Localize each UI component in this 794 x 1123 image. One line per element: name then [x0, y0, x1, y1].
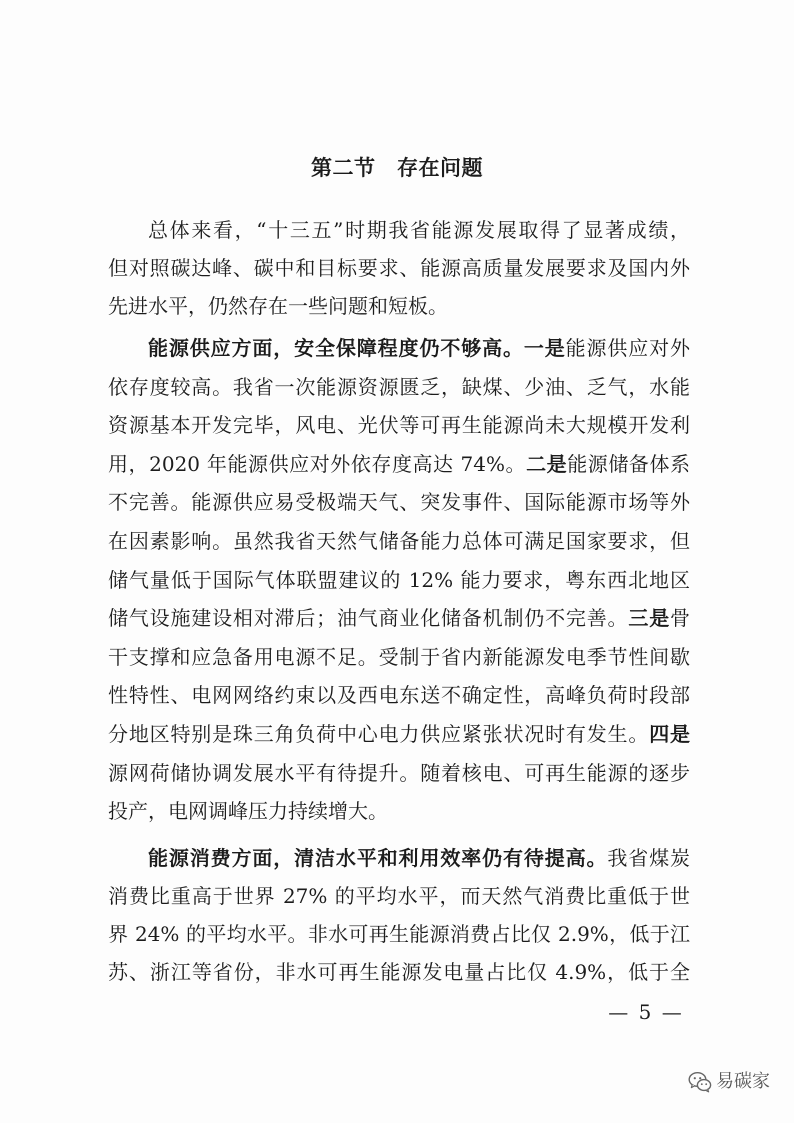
text-line [108, 792, 690, 831]
text-line [108, 406, 690, 445]
watermark [688, 1069, 770, 1095]
text-line [108, 676, 690, 715]
text-run: 分地区特别是珠三角负荷中心电力供应紧张状况时有发生。 [108, 721, 650, 746]
text-run: 总体来看，“十三五”时期我省能源发展取得了显著成绩， [148, 218, 690, 242]
bold-run: 能源供应方面，安全保障程度仍不够高。一是 [148, 336, 566, 360]
paragraph-overview [108, 211, 690, 325]
text-line [108, 368, 690, 407]
watermark-label: 易碳家 [716, 1071, 770, 1092]
text-line [108, 522, 690, 561]
text-line [108, 877, 690, 915]
text-run: 先进水平，仍然存在一些问题和短板。 [108, 294, 448, 318]
text-run: 用，2020 年能源供应对外依存度高达 74%。 [108, 451, 527, 476]
text-run: 资源基本开发完毕，风电、光伏等可再生能源尚未大规模开发利 [108, 413, 690, 438]
text-line [108, 329, 690, 368]
text-run: 储气设施建设相对滞后；油气商业化储备机制仍不完善。 [108, 606, 629, 631]
section-title: 第二节 存在问题 [311, 155, 483, 180]
text-run: 储气量低于国际气体联盟建议的 12% 能力要求，粤东西北地区 [108, 567, 690, 592]
text-run: 能源供应对外 [565, 336, 691, 360]
text-run: 不完善。能源供应易受极端天气、突发事件、国际能源市场等外 [108, 490, 690, 515]
wechat-icon [688, 1071, 712, 1093]
bold-run: 三是 [628, 606, 671, 631]
text-run: 能源储备体系 [567, 451, 691, 476]
text-run: 骨 [670, 606, 691, 631]
text-line [108, 287, 690, 325]
text-line [108, 445, 690, 484]
text-line [108, 561, 690, 600]
paragraph-energy-consumption [108, 839, 690, 991]
text-run: 界 24% 的平均水平。非水可再生能源消费占比仅 2.9%，低于江 [108, 922, 690, 946]
text-run: 性特性、电网网络约束以及西电东送不确定性，高峰负荷时段部 [108, 683, 690, 708]
text-line [108, 599, 690, 638]
text-run: 但对照碳达峰、碳中和目标要求、能源高质量发展要求及国内外 [108, 256, 690, 280]
page-number: — 5 — [608, 1000, 684, 1024]
text-run: 苏、浙江等省份，非水可再生能源发电量占比仅 4.9%，低于全 [108, 960, 690, 984]
bold-run: 二是 [526, 451, 568, 476]
text-run: 源网荷储协调发展水平有待提升。随着核电、可再生能源的逐步 [108, 760, 690, 785]
text-run: 依存度较高。我省一次能源资源匮乏，缺煤、少油、乏气，水能 [108, 374, 690, 399]
bold-run: 能源消费方面，清洁水平和利用效率仍有待提高。 [148, 846, 608, 870]
text-line [108, 638, 690, 677]
text-run: 投产，电网调峰压力持续增大。 [108, 799, 388, 824]
text-line [108, 953, 690, 991]
text-line [108, 715, 690, 754]
paragraph-energy-supply [108, 329, 690, 831]
text-line [108, 915, 690, 953]
text-run: 我省煤炭 [607, 846, 691, 870]
text-line [108, 754, 690, 793]
text-line [108, 249, 690, 287]
text-run: 在因素影响。虽然我省天然气储备能力总体可满足国家要求，但 [108, 528, 690, 553]
text-run: 干支撑和应急备用电源不足。受制于省内新能源发电季节性间歇 [108, 644, 690, 669]
bold-run: 四是 [649, 721, 691, 746]
text-line [108, 211, 690, 249]
text-run: 消费比重高于世界 27% 的平均水平，而天然气消费比重低于世 [108, 884, 690, 908]
text-line [108, 483, 690, 522]
text-line [108, 839, 690, 877]
